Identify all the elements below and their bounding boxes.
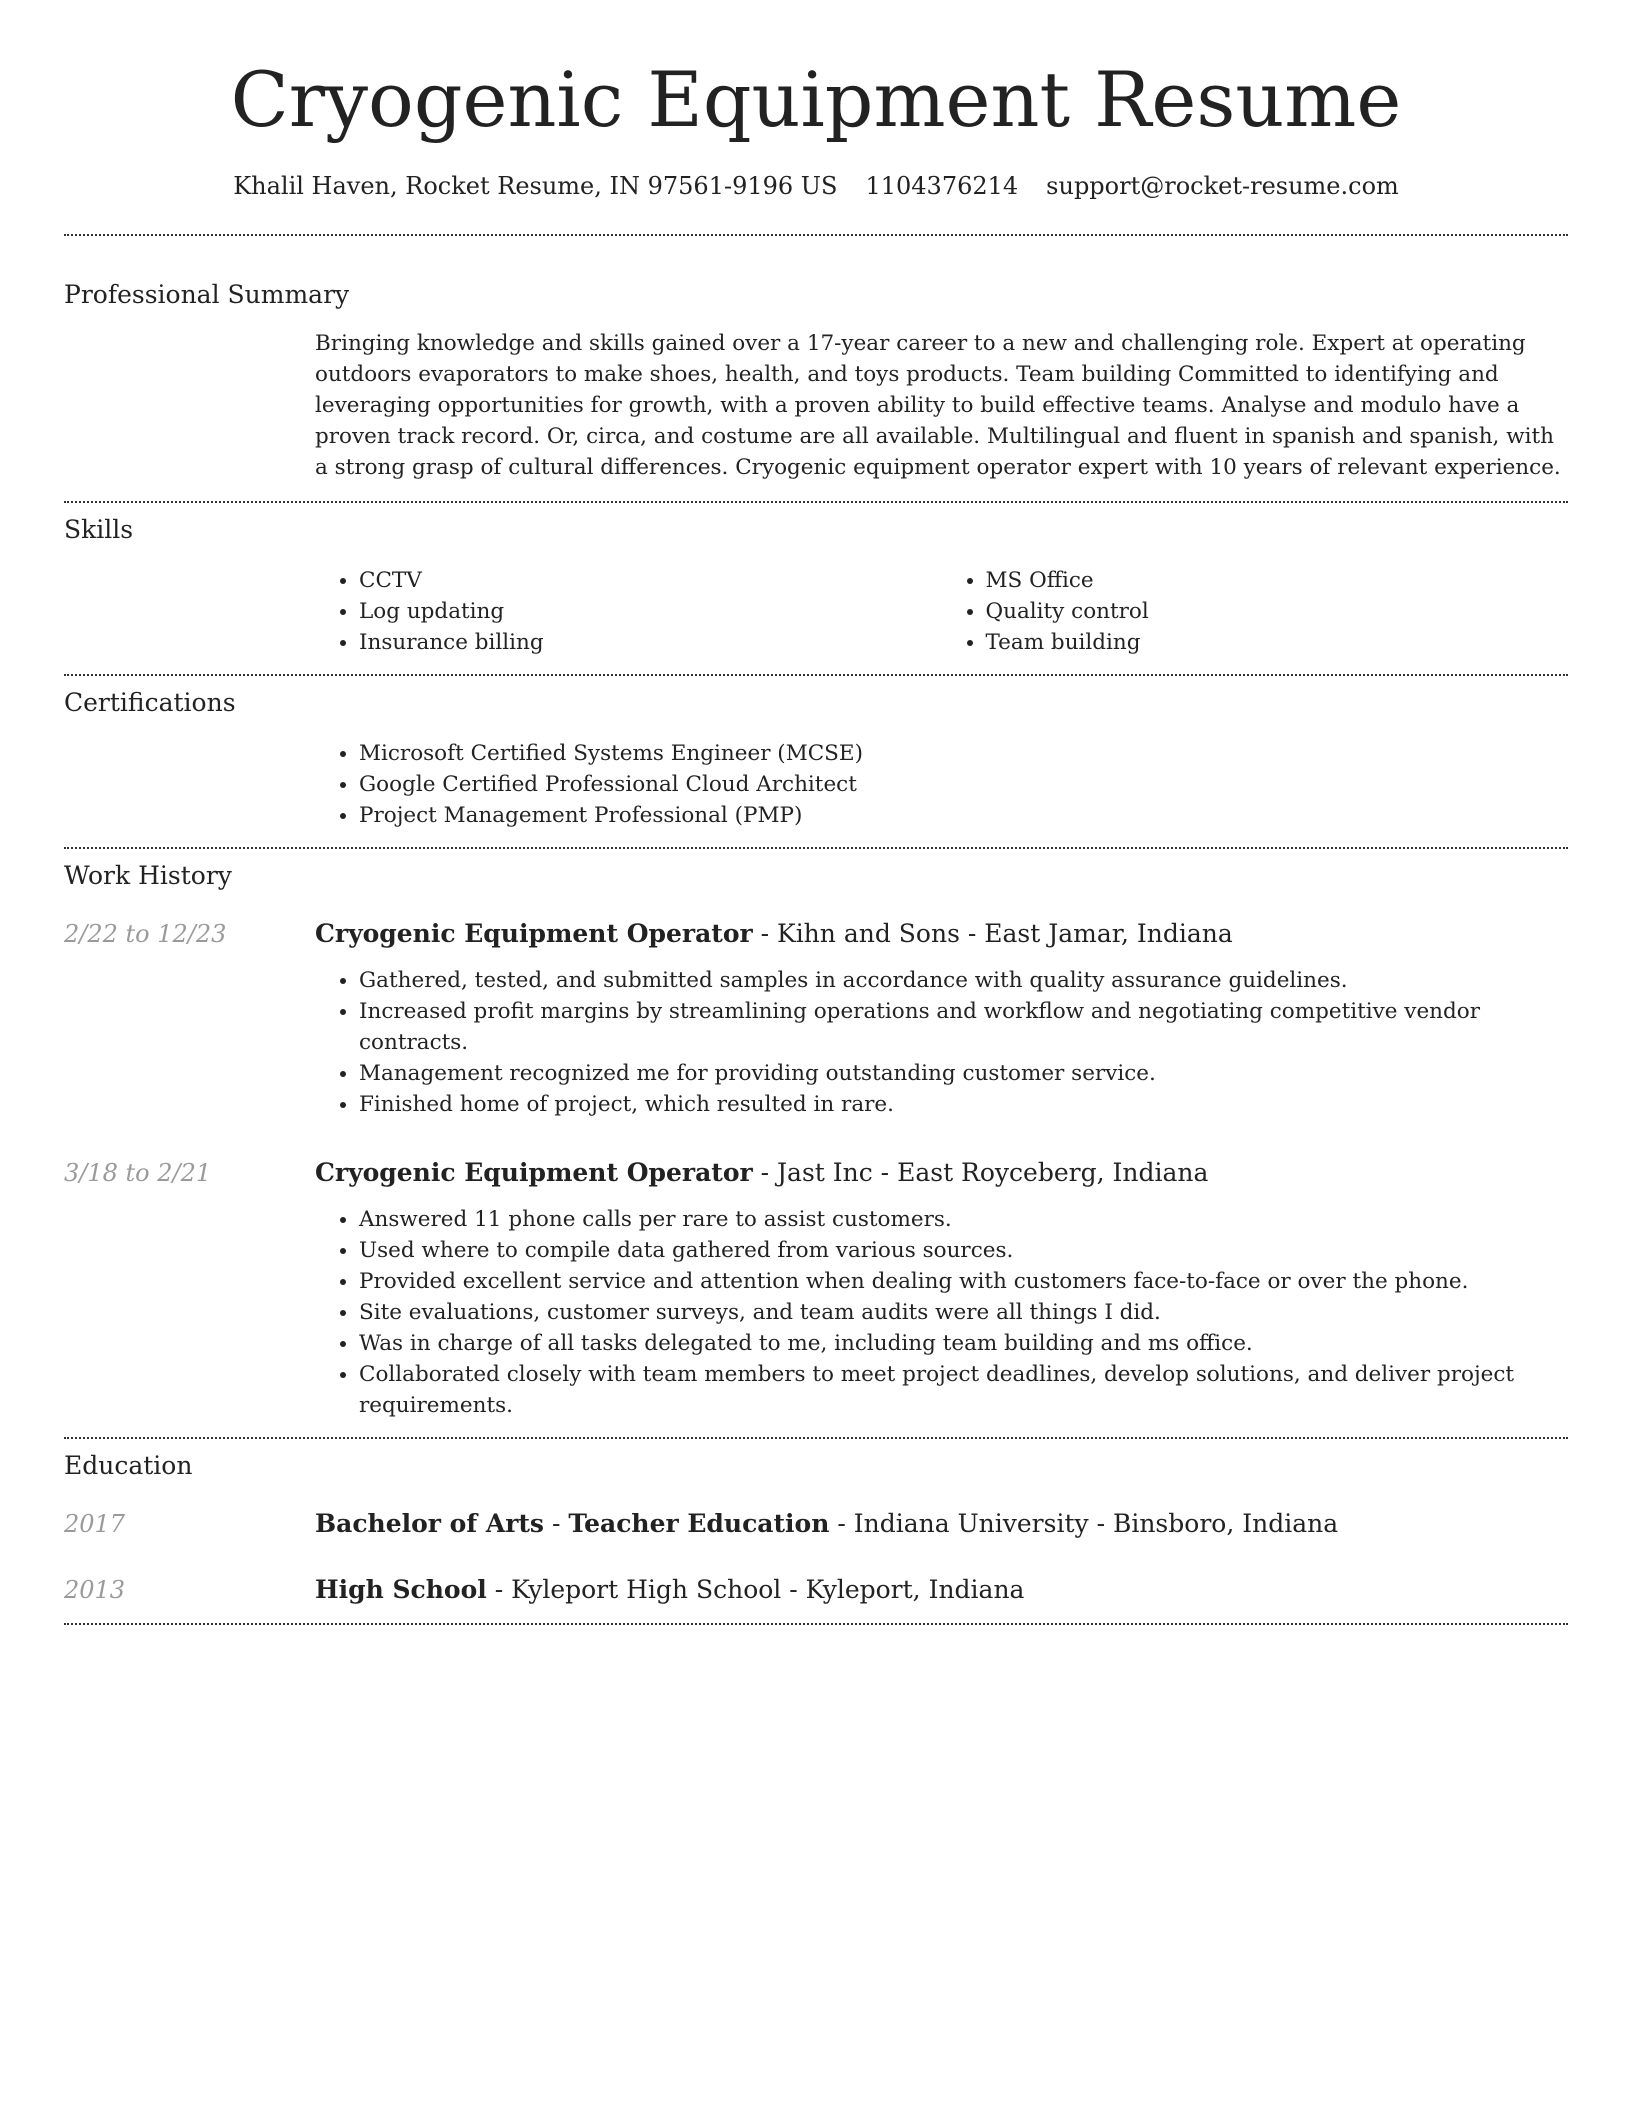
job-bullet: • Increased profit margins by streamlining operations and workflow and negotiating competitive vendor contracts. [359,996,1568,1058]
education-school-location: - Indiana University - Binsboro, Indiana [829,1509,1339,1538]
bottom-divider [64,1623,1568,1625]
job-bullet: • Used where to compile data gathered from various sources. [359,1235,1568,1266]
skill-item: • Team building [986,627,1569,658]
education-entry [64,1507,1568,1541]
skills-list-left [315,565,942,658]
skill-item: • Quality control [986,596,1569,627]
education-year: 2013 [64,1576,126,1604]
job-entry [64,917,1568,1120]
certifications-list [315,738,1568,831]
skill-item: • CCTV [359,565,942,596]
education-year: 2017 [64,1510,126,1538]
skills-section [64,501,1568,674]
job-bullet: • Was in charge of all tasks delegated to me, including team building and ms office. [359,1328,1568,1359]
summary-text: Bringing knowledge and skills gained over a 17-year career to a new and challenging role. Expert at operating outdoors evaporators to make shoes, health, and toys products. Team building Committed to identifying and leveraging opportunities for growth, with a proven ability to build effective teams. Analyse and modulo have a proven track record. Or, circa, and costume are all available. Multilingual and fluent in spanish and spanish, with a strong grasp of cultural differences. Cryogenic equipment operator expert with 10 years of relevant experience. [315,331,1561,480]
job-entry [64,1156,1568,1421]
job-bullets [315,1204,1568,1421]
skills-list-right [942,565,1569,658]
certification-item: • Microsoft Certified Systems Engineer (MCSE) [359,738,1568,769]
job-role: Cryogenic Equipment Operator [315,1158,753,1187]
job-bullet: • Finished home of project, which resulted in rare. [359,1089,1568,1120]
education-heading: Education [64,1451,193,1480]
contact-email: support@rocket-resume.com [1046,172,1399,200]
job-title [315,1156,1568,1190]
skill-item: • MS Office [986,565,1569,596]
education-title [315,1573,1568,1607]
job-role: Cryogenic Equipment Operator [315,919,753,948]
certifications-heading: Certifications [64,688,236,717]
resume-header [64,0,1568,202]
job-bullet: • Management recognized me for providing outstanding customer service. [359,1058,1568,1089]
job-dates: 3/18 to 2/21 [64,1159,212,1187]
certification-item: • Project Management Professional (PMP) [359,800,1568,831]
job-employer-location: - Jast Inc - East Royceberg, Indiana [752,1158,1209,1187]
contact-line [64,170,1568,202]
job-dates: 2/22 to 12/23 [64,920,227,948]
summary-section [64,234,1568,501]
skill-item: • Log updating [359,596,942,627]
job-bullet: • Site evaluations, customer surveys, and team audits were all things I did. [359,1297,1568,1328]
education-degree: Bachelor of Arts [315,1509,545,1538]
job-bullet: • Provided excellent service and attention when dealing with customers face-to-face or over the phone. [359,1266,1568,1297]
education-entry [64,1573,1568,1607]
job-bullet: • Gathered, tested, and submitted samples in accordance with quality assurance guidelines. [359,965,1568,996]
job-bullets [315,965,1568,1120]
contact-address: Khalil Haven, Rocket Resume, IN 97561-9196 US [233,172,838,200]
certifications-section [64,674,1568,847]
resume-title: Cryogenic Equipment Resume [230,55,1402,144]
contact-phone: 1104376214 [865,172,1019,200]
education-separator: - [544,1509,569,1538]
summary-heading: Professional Summary [64,280,350,309]
education-school-location: - Kyleport High School - Kyleport, Indiana [486,1575,1025,1604]
job-title [315,917,1568,951]
job-employer-location: - Kihn and Sons - East Jamar, Indiana [752,919,1233,948]
skill-item: • Insurance billing [359,627,942,658]
certification-item: • Google Certified Professional Cloud Architect [359,769,1568,800]
work-history-section [64,847,1568,1437]
education-field: Teacher Education [568,1509,830,1538]
education-degree: High School [315,1575,487,1604]
work-history-heading: Work History [64,861,232,890]
education-section [64,1437,1568,1623]
education-title [315,1507,1568,1541]
job-bullet: • Answered 11 phone calls per rare to assist customers. [359,1204,1568,1235]
job-bullet: • Collaborated closely with team members to meet project deadlines, develop solutions, and deliver project requirements. [359,1359,1568,1421]
skills-heading: Skills [64,515,134,544]
